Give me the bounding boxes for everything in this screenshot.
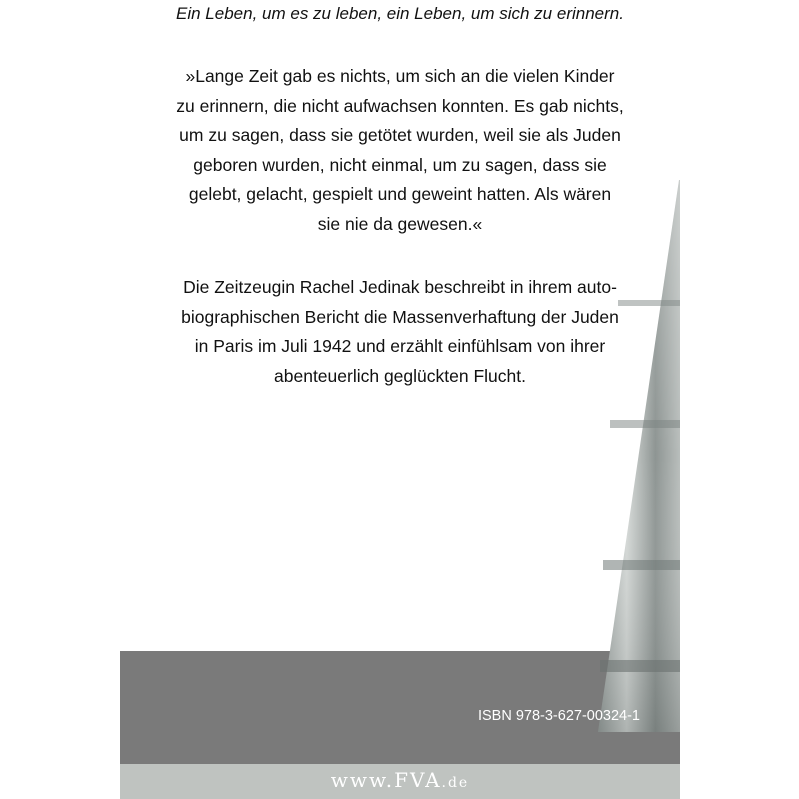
quote-line: zu erinnern, die nicht aufwachsen konnten. Es gab nichts,: [176, 95, 624, 116]
blurb-line: Die Zeitzeugin Rachel Jedinak beschreibt in ihrem auto-: [183, 277, 617, 297]
blurb-line: in Paris im Juli 1942 und erzählt einfühlsam von ihrer: [194, 336, 606, 356]
isbn-label: ISBN 978-3-627-00324-1: [477, 708, 640, 724]
quote-line: sie nie da gewesen.«: [317, 213, 483, 234]
quote-line: geboren wurden, nicht einmal, um zu sagen, dass sie: [193, 154, 607, 175]
publisher-website[interactable]: [120, 768, 680, 792]
quote-line: »Lange Zeit gab es nichts, um sich an die vielen Kinder: [185, 66, 615, 86]
blurb-line: abenteuerlich geglückten Flucht.: [274, 365, 526, 386]
quote-line: um zu sagen, dass sie getötet wurden, weil sie als Juden: [179, 125, 621, 145]
quote-line: gelebt, gelacht, gespielt und geweint hatten. Als wären: [188, 184, 612, 204]
tagline: Ein Leben, um es zu leben, ein Leben, um sich zu erinnern.: [176, 4, 624, 23]
website-name: FVA: [394, 768, 442, 792]
website-suffix: .de: [441, 775, 470, 791]
blurb-line: biographischen Bericht die Massenverhaftung der Juden: [181, 306, 619, 327]
website-prefix: www.: [330, 768, 395, 792]
